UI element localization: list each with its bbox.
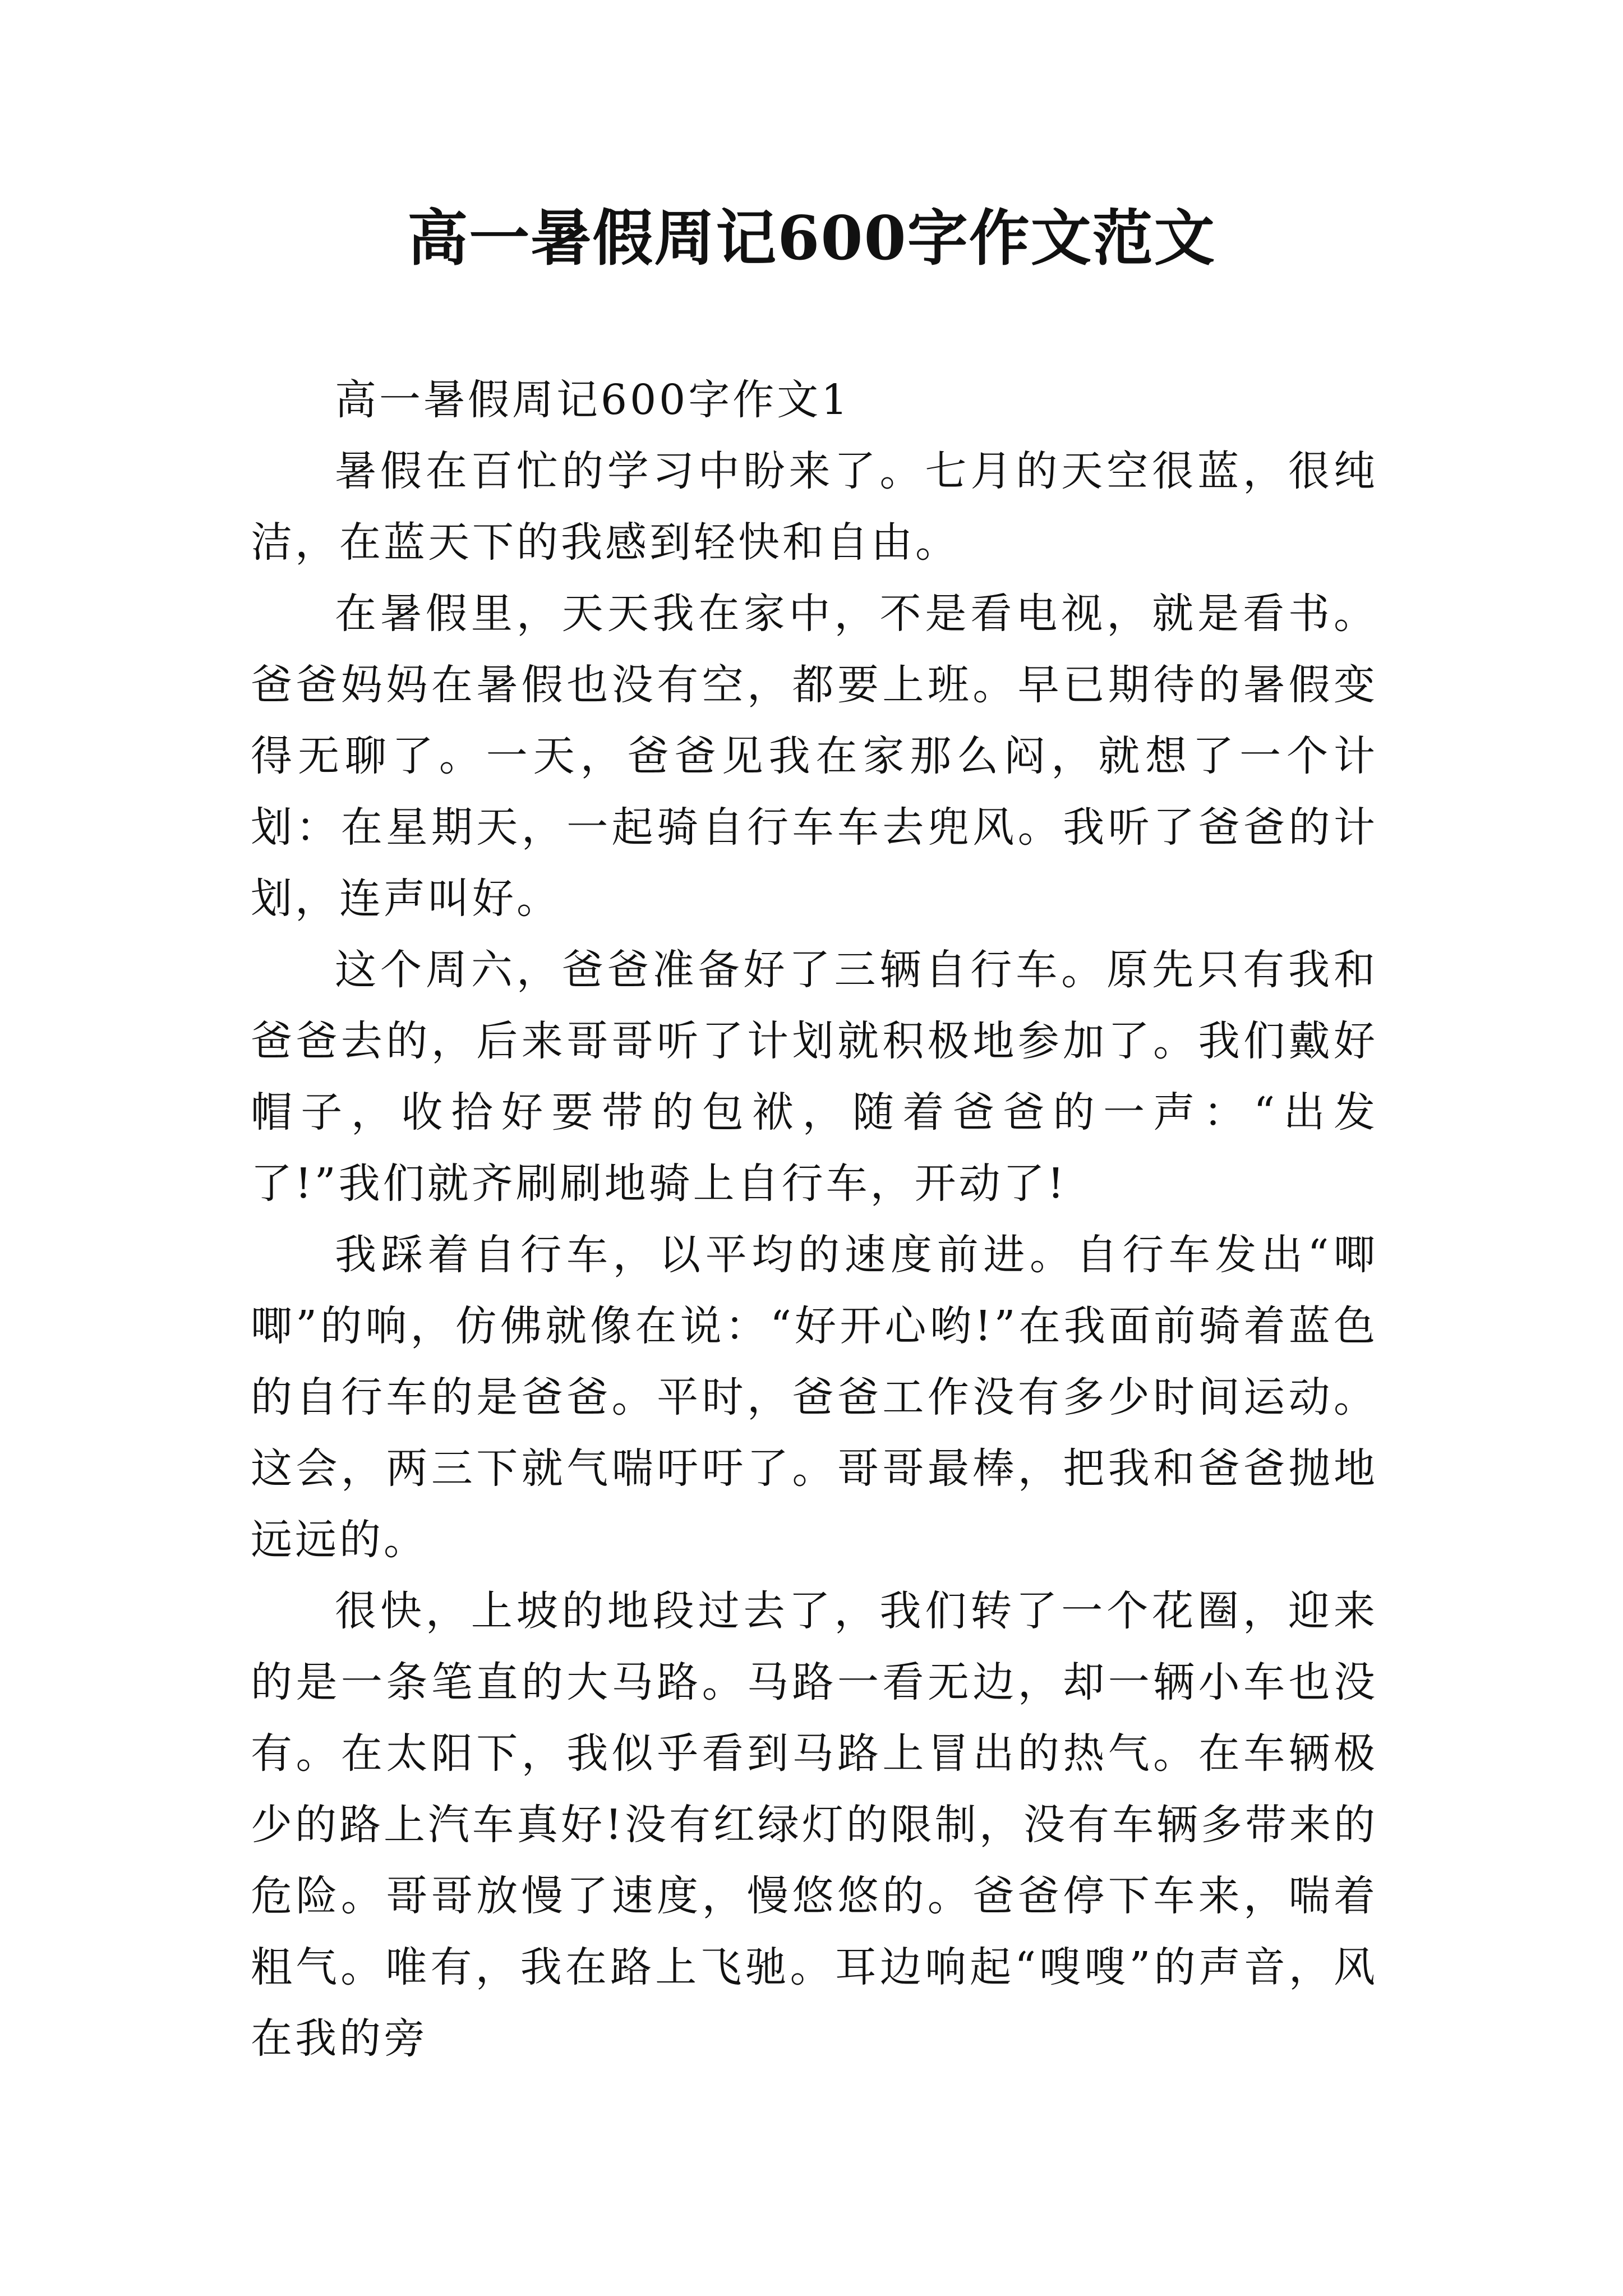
paragraph-3: 这个周六，爸爸准备好了三辆自行车。原先只有我和爸爸去的，后来哥哥听了计划就积极地参加了。我们戴好帽子，收拾好要带的包袱，随着爸爸的一声：“出发了!”我们就齐刷刷地骑上自行车，开动了! <box>251 946 1378 1208</box>
document-body <box>251 365 1378 2074</box>
paragraph-5: 很快，上坡的地段过去了，我们转了一个花圈，迎来的是一条笔直的大马路。马路一看无边，却一辆小车也没有。在太阳下，我似乎看到马路上冒出的热气。在车辆极少的路上汽车真好!没有红绿灯的限制，没有车辆多带来的危险。哥哥放慢了速度，慢悠悠的。爸爸停下车来，喘着粗气。唯有，我在路上飞驰。耳边响起“嗖嗖”的声音，风在我的旁 <box>251 1587 1378 2063</box>
paragraph-1: 暑假在百忙的学习中盼来了。七月的天空很蓝，很纯洁，在蓝天下的我感到轻快和自由。 <box>251 447 1378 567</box>
section-heading: 高一暑假周记600字作文1 <box>335 376 851 424</box>
paragraph-4: 我踩着自行车，以平均的速度前进。自行车发出“唧唧”的响，仿佛就像在说：“好开心哟!”在我面前骑着蓝色的自行车的是爸爸。平时，爸爸工作没有多少时间运动。这会，两三下就气喘吁吁了。哥哥最棒，把我和爸爸抛地远远的。 <box>251 1231 1378 1564</box>
document-title: 高一暑假周记600字作文范文 <box>407 203 1216 274</box>
paragraph-2: 在暑假里，天天我在家中，不是看电视，就是看书。爸爸妈妈在暑假也没有空，都要上班。早已期待的暑假变得无聊了。一天，爸爸见我在家那么闷，就想了一个计划：在星期天，一起骑自行车车去兜风。我听了爸爸的计划，连声叫好。 <box>251 590 1378 923</box>
